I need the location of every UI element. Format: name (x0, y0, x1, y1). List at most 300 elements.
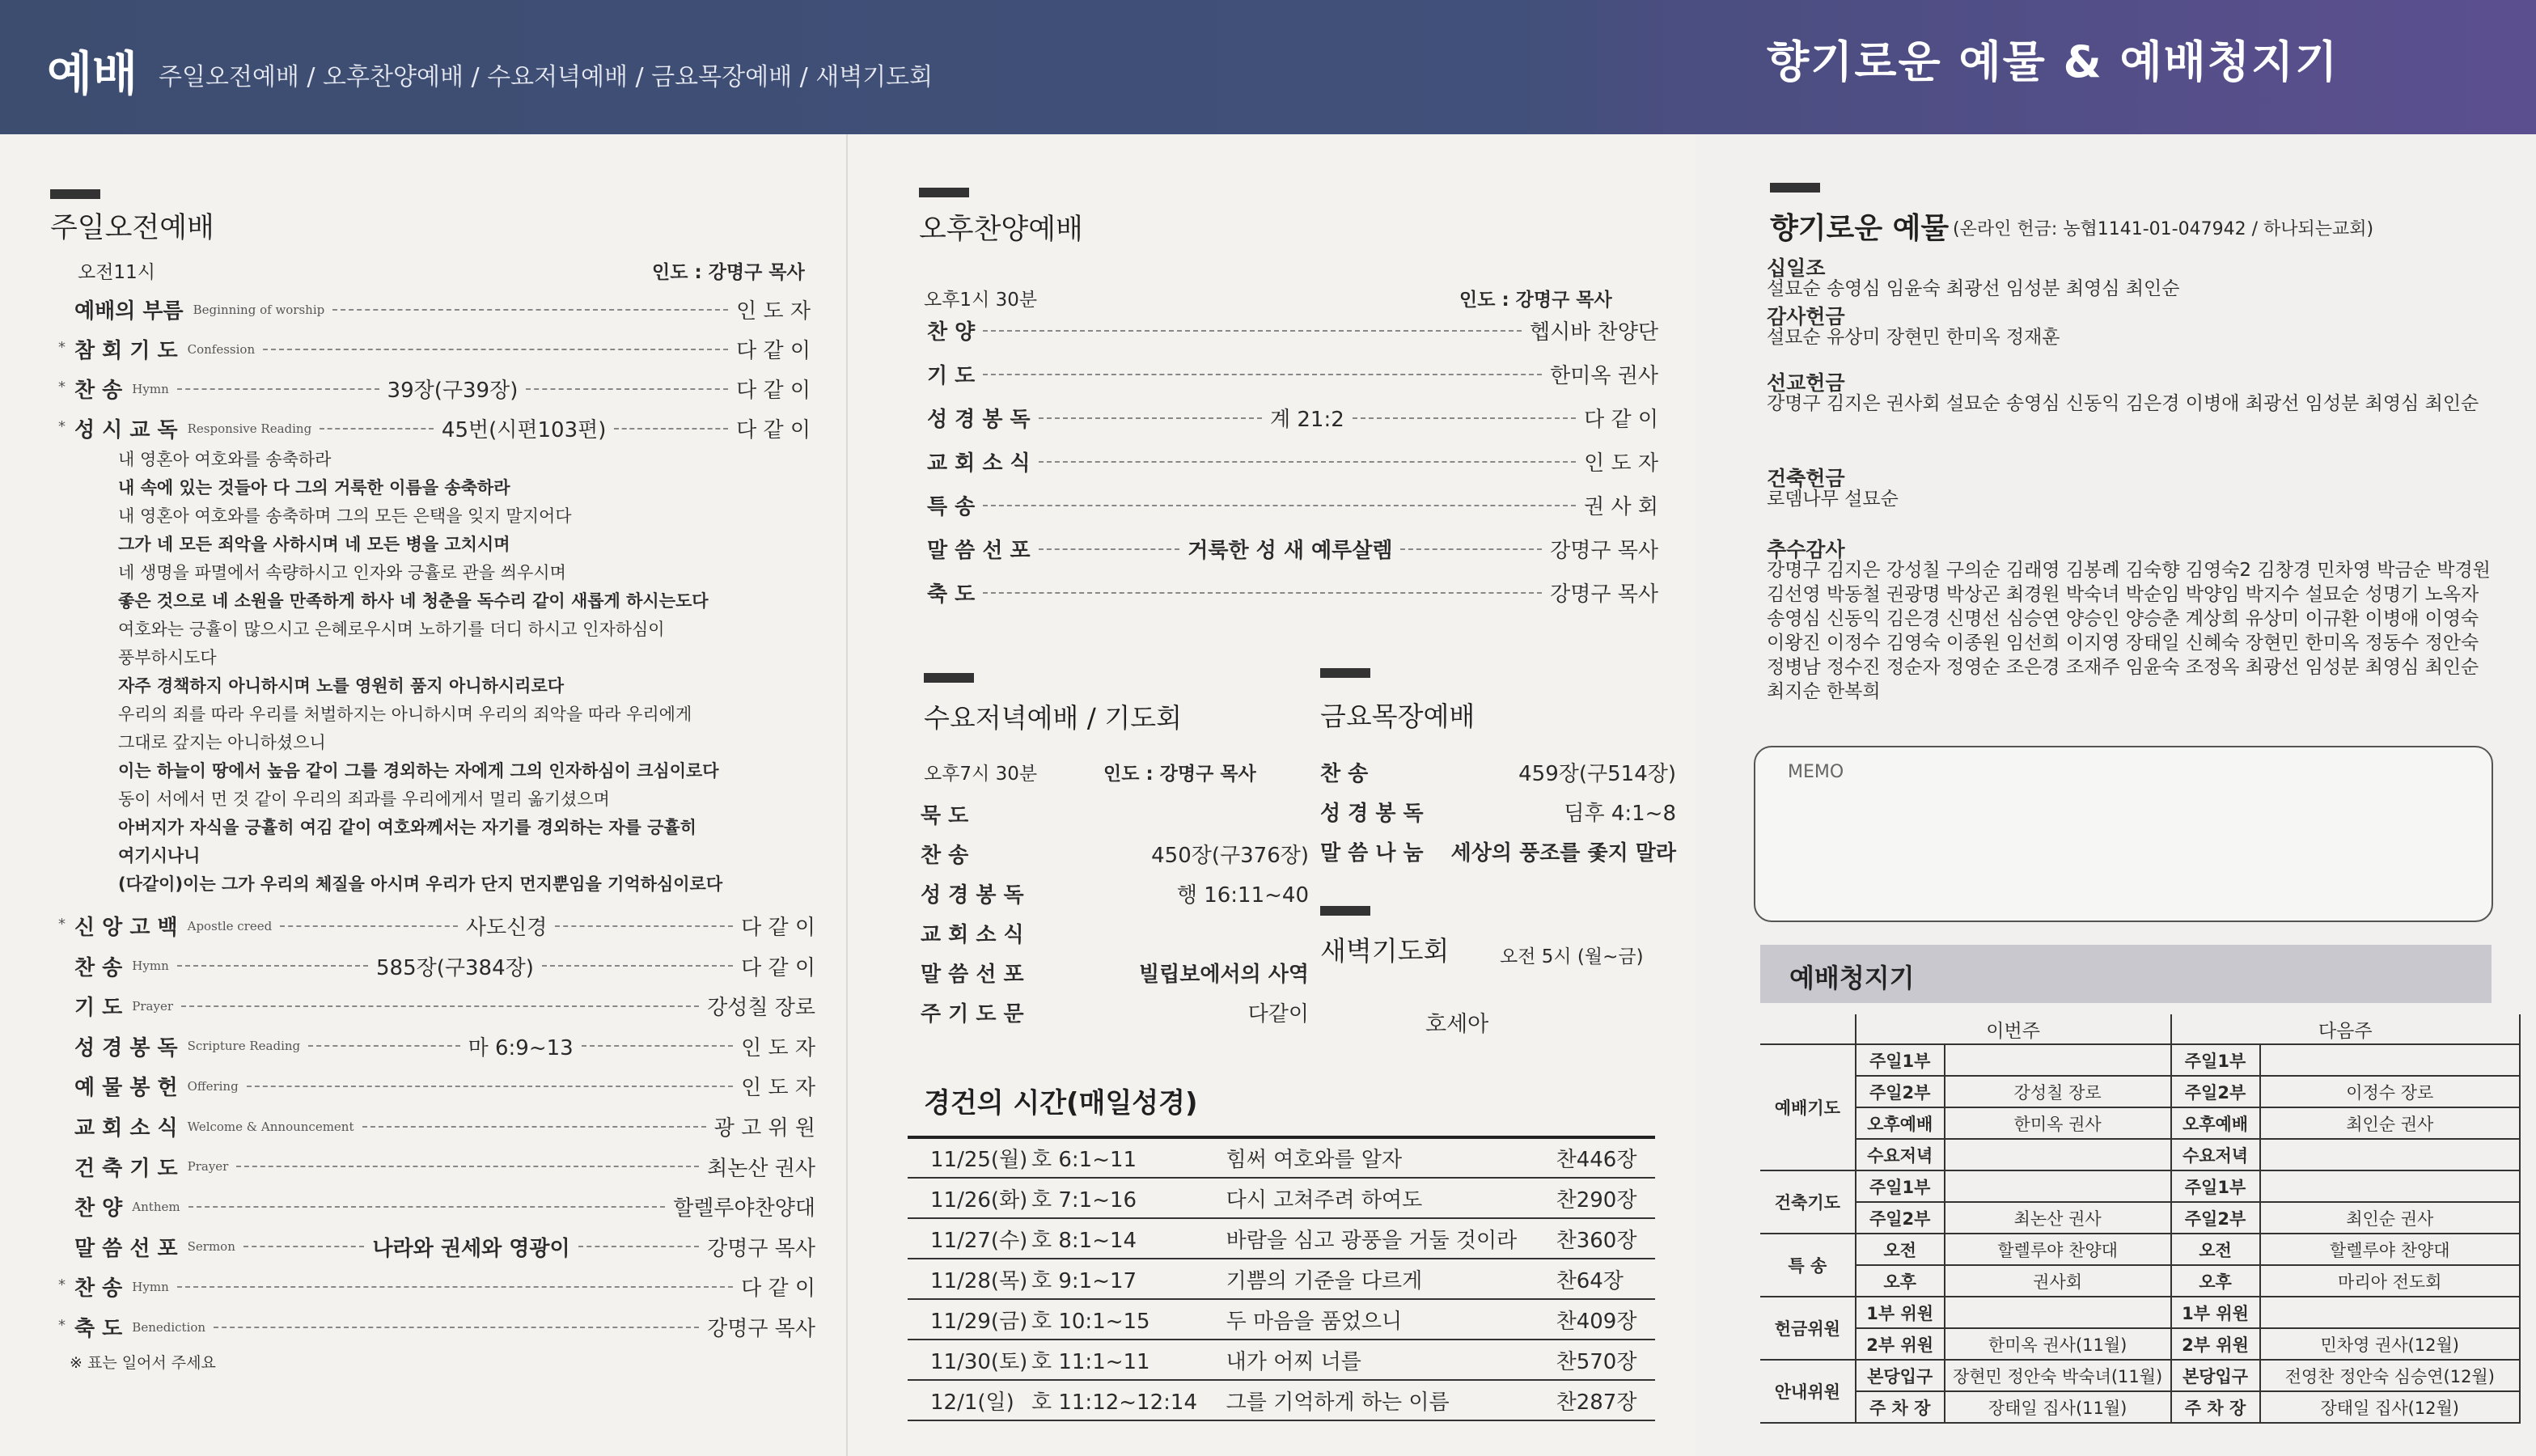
devotion-date: 12/1(일) (908, 1380, 1031, 1420)
attendants-cell (1856, 1234, 2171, 1265)
offering-group-names: 로뎀나무 설묘순 (1767, 489, 1899, 510)
attendants-this-week: 한미옥 권사(11월) (1988, 1335, 2127, 1355)
attendants-sub: 오후예배 (2172, 1108, 2261, 1138)
verse-line: 우리의 죄를 따라 우리를 처벌하지는 아니하시며 우리의 죄악을 따라 우리에게 (118, 705, 692, 724)
devotion-row (908, 1137, 1655, 1178)
dotted-leader (542, 965, 733, 967)
order-detail: 거룩한 성 새 예루살렘 (1188, 539, 1393, 563)
devotion-ref: 호 10:1~15 (1031, 1299, 1226, 1340)
attendants-row (1760, 1202, 2520, 1234)
attendants-header (1760, 945, 2492, 1003)
attendants-next-week: 최인순 권사 (2346, 1208, 2434, 1229)
devotion-hymn: 찬290장 (1556, 1178, 1655, 1218)
devotion-hymn: 찬360장 (1556, 1218, 1655, 1259)
attendants-sub: 2부 위원 (1856, 1329, 1945, 1359)
wednesday-time: 오후7시 30분 (924, 764, 1038, 785)
devotion-date: 11/28(목) (908, 1259, 1031, 1299)
dotted-leader (1039, 417, 1262, 419)
order-item (927, 403, 1658, 433)
order-label: 교 회 소 식 (74, 1116, 178, 1141)
attendants-sub: 주일1부 (1856, 1171, 1945, 1201)
dotted-leader (177, 965, 368, 967)
order-label-en: Confession (187, 341, 256, 357)
attendants-cell (2171, 1297, 2520, 1328)
order-item (927, 447, 1658, 476)
attendants-cell (1856, 1170, 2171, 1202)
order-item (74, 294, 811, 324)
blank-cell (1760, 1014, 1856, 1044)
wednesday-title: 수요저녁예배 / 기도회 (924, 702, 1182, 734)
attendants-group: 헌금위원 (1760, 1297, 1856, 1360)
order-person: 강명구 목사 (1550, 539, 1658, 563)
order-item (74, 911, 815, 941)
order-label: 성 경 봉 독 (921, 883, 1024, 908)
attendants-sub: 주일2부 (1856, 1203, 1945, 1233)
verse-line: 그대로 갚지는 아니하셨으니 (118, 733, 326, 752)
order-person: 헵시바 찬양단 (1530, 320, 1658, 345)
order-label: 찬 송 (1320, 762, 1369, 786)
verse-line: 자주 경책하지 아니하시며 노를 영원히 품지 아니하시리로다 (118, 676, 565, 696)
verse-line: 여기시나니 (118, 846, 201, 866)
devotion-date: 11/25(월) (908, 1137, 1031, 1178)
order-label-en: Offering (187, 1078, 239, 1094)
attendants-cell (2171, 1076, 2520, 1107)
friday-title: 금요목장예배 (1320, 700, 1475, 732)
order-item (927, 315, 1658, 345)
verse-line: 좋은 것으로 네 소원을 만족하게 하사 네 청춘을 독수리 같이 새롭게 하시는도다 (118, 591, 709, 611)
verse-line: 내 영혼아 여호와를 송축하라 (118, 450, 332, 469)
order-label-en: Prayer (132, 998, 174, 1014)
section-bar (50, 189, 100, 199)
dawn-time: 오전 5시 (월~금) (1500, 946, 1644, 967)
order-person: 강명구 목사 (1550, 582, 1658, 607)
order-label: 축 도 (927, 582, 976, 607)
order-person: 다 같 이 (1584, 408, 1659, 432)
attendants-sub: 수요저녁 (1856, 1140, 1945, 1170)
order-item (921, 799, 1309, 829)
attendants-group: 건축기도 (1760, 1170, 1856, 1234)
devotion-row (908, 1218, 1655, 1259)
devotion-hymn: 찬570장 (1556, 1340, 1655, 1380)
attendants-cell (2171, 1202, 2520, 1234)
section-bar (919, 188, 969, 197)
order-person: 빌립보에서의 사역 (1139, 963, 1309, 987)
attendants-cell (2171, 1234, 2520, 1265)
order-item (74, 334, 811, 364)
dotted-leader (983, 330, 1522, 332)
dotted-leader (236, 1166, 699, 1167)
order-label-en: Responsive Reading (187, 421, 312, 436)
order-item (927, 490, 1658, 520)
attendants-sub: 1부 위원 (2172, 1297, 2261, 1327)
order-label: 찬 송 (921, 844, 969, 868)
dotted-leader (983, 592, 1542, 594)
order-label: 성 경 봉 독 (927, 408, 1031, 432)
order-label: 교 회 소 식 (921, 923, 1024, 947)
stand-mark: * (58, 1317, 66, 1334)
attendants-sub: 본당입구 (1856, 1361, 1945, 1390)
dotted-leader (263, 349, 728, 350)
order-person: 459장(구514장) (1518, 762, 1676, 786)
order-item (927, 359, 1658, 389)
section-bar (1320, 668, 1370, 678)
attendants-sub: 오후예배 (1856, 1108, 1945, 1138)
order-person: 강성칠 장로 (707, 996, 815, 1021)
order-person: 강명구 목사 (707, 1317, 815, 1341)
order-label: 성 경 봉 독 (74, 1035, 178, 1060)
stand-mark: * (58, 379, 66, 396)
order-label: 묵 도 (921, 804, 969, 828)
order-label: 축 도 (74, 1317, 123, 1341)
attendants-this-week: 장태일 집사(11월) (1988, 1398, 2127, 1418)
attendants-head-row (1760, 1014, 2520, 1044)
verse-line: 여호와는 긍휼이 많으시고 은혜로우시며 노하기를 더디 하시고 인자하심이 (118, 620, 665, 639)
order-label-en: Scripture Reading (187, 1039, 301, 1054)
dotted-leader (320, 428, 434, 430)
verse-line: 내 속에 있는 것들아 다 그의 거룩한 이름을 송축하라 (118, 478, 510, 497)
header-title: 예배 (47, 46, 138, 101)
attendants-sub: 오후 (1856, 1266, 1945, 1296)
dawn-book: 호세아 (1425, 1012, 1489, 1037)
order-item (921, 918, 1309, 948)
dotted-leader (247, 1086, 733, 1087)
order-label: 교 회 소 식 (927, 451, 1031, 476)
attendants-cell (2171, 1265, 2520, 1297)
header-subtitle: 주일오전예배 / 오후찬양예배 / 수요저녁예배 / 금요목장예배 / 새벽기도회 (159, 63, 934, 91)
attendants-sub: 본당입구 (2172, 1361, 2261, 1390)
verse-line: 아버지가 자식을 긍휼히 여김 같이 여호와께서는 자기를 경외하는 자를 긍휼히 (118, 818, 696, 837)
attendants-cell (2171, 1139, 2520, 1170)
dotted-leader (1039, 548, 1180, 550)
header-right-title: 향기로운 예물 & 예배청지기 (1767, 36, 2339, 87)
attendants-cell (1856, 1202, 2171, 1234)
stand-mark: * (58, 339, 66, 356)
dotted-leader (181, 1005, 699, 1007)
order-detail: 585장(구384장) (375, 955, 534, 980)
attendants-cell (2171, 1107, 2520, 1139)
order-label: 찬 송 (74, 1276, 123, 1302)
attendants-next-week: 마리아 전도회 (2338, 1272, 2442, 1292)
dotted-leader (214, 1327, 699, 1328)
this-week-header: 이번주 (1856, 1014, 2171, 1044)
order-detail: 계 21:2 (1269, 408, 1344, 432)
order-person: 강명구 목사 (707, 1236, 816, 1261)
dotted-leader (582, 1045, 733, 1047)
dotted-leader (177, 388, 379, 390)
attendants-cell (1856, 1328, 2171, 1360)
offering-group-names: 설묘순 송영심 임윤숙 최광선 임성분 최영심 최인순 (1767, 278, 2180, 299)
dotted-leader (555, 925, 733, 927)
order-item (74, 374, 811, 404)
attendants-sub: 오후 (2172, 1266, 2261, 1296)
morning-leader: 인도 : 강명구 목사 (652, 262, 805, 283)
attendants-sub: 주일2부 (2172, 1203, 2261, 1233)
attendants-cell (1856, 1360, 2171, 1391)
order-label-en: Prayer (187, 1159, 229, 1175)
attendants-row (1760, 1328, 2520, 1360)
order-item (74, 1031, 815, 1061)
attendants-next-week: 할렐루야 찬양대 (2329, 1240, 2450, 1260)
order-item (1320, 836, 1676, 866)
afternoon-title: 오후찬양예배 (919, 214, 1083, 246)
attendants-sub: 주일1부 (2172, 1045, 2261, 1075)
attendants-sub: 오전 (2172, 1234, 2261, 1264)
attendants-this-week: 최논산 권사 (2013, 1208, 2102, 1229)
attendants-cell (1856, 1139, 2171, 1170)
attendants-cell (1856, 1297, 2171, 1328)
morning-time: 오전11시 (78, 262, 155, 283)
attendants-sub: 수요저녁 (2172, 1140, 2261, 1170)
panel-morning (0, 134, 846, 1456)
order-label-en: Hymn (132, 959, 169, 974)
offerings-note: (온라인 헌금: 농협1141-01-047942 / 하나되는교회) (1953, 219, 2374, 239)
attendants-sub: 주일1부 (1856, 1045, 1945, 1075)
devotion-hymn: 찬64장 (1556, 1259, 1655, 1299)
attendants-cell (2171, 1391, 2520, 1423)
dotted-leader (983, 374, 1542, 375)
devotion-ref: 호 7:1~16 (1031, 1178, 1226, 1218)
order-label: 참 회 기 도 (74, 339, 178, 363)
attendants-row (1760, 1170, 2520, 1202)
attendants-group: 안내위원 (1760, 1360, 1856, 1423)
afternoon-time: 오후1시 30분 (924, 290, 1038, 311)
attendants-row (1760, 1234, 2520, 1265)
order-person: 인 도 자 (736, 299, 811, 324)
attendants-cell (1856, 1391, 2171, 1423)
order-label-en: Anthem (132, 1199, 180, 1214)
order-detail: 마 6:9~13 (468, 1035, 574, 1060)
order-item (1320, 757, 1676, 787)
offering-group-name: 십일조 (1767, 256, 1826, 280)
order-label: 찬 송 (74, 379, 123, 403)
attendants-row (1760, 1391, 2520, 1423)
attendants-sub: 주일2부 (1856, 1077, 1945, 1107)
order-item (74, 1312, 815, 1342)
devotion-ref: 호 8:1~14 (1031, 1218, 1226, 1259)
dotted-leader (578, 1246, 700, 1247)
devotion-text: 바람을 심고 광풍을 거둘 것이라 (1226, 1218, 1556, 1259)
offering-group-name: 건축헌금 (1767, 467, 1845, 490)
devotion-hymn: 찬409장 (1556, 1299, 1655, 1340)
devotion-date: 11/26(화) (908, 1178, 1031, 1218)
morning-title: 주일오전예배 (50, 212, 214, 244)
order-label: 찬 송 (74, 955, 123, 980)
order-person: 인 도 자 (741, 1076, 815, 1101)
attendants-row (1760, 1044, 2520, 1076)
attendants-next-week: 민차영 권사(12월) (2320, 1335, 2459, 1355)
dotted-leader (243, 1246, 365, 1247)
order-person: 다 같 이 (741, 1276, 815, 1302)
attendants-sub: 주일2부 (2172, 1077, 2261, 1107)
order-item (921, 958, 1309, 988)
devotion-text: 다시 고쳐주려 하여도 (1226, 1178, 1556, 1218)
attendants-this-week: 한미옥 권사 (2013, 1114, 2102, 1134)
devotion-row (908, 1299, 1655, 1340)
order-item (1320, 797, 1676, 827)
order-person: 인 도 자 (741, 1035, 816, 1060)
attendants-row (1760, 1139, 2520, 1170)
attendants-cell (2171, 1170, 2520, 1202)
section-bar (1320, 906, 1370, 916)
order-label-en: Hymn (132, 381, 169, 396)
wednesday-leader: 인도 : 강명구 목사 (1103, 764, 1256, 785)
order-person: 다같이 (1247, 1002, 1309, 1026)
devotion-row (908, 1340, 1655, 1380)
dotted-leader (362, 1126, 706, 1128)
attendants-table (1760, 1014, 2521, 1424)
devotion-ref: 호 11:1~11 (1031, 1340, 1226, 1380)
order-person: 최논산 권사 (707, 1156, 815, 1181)
devotion-text: 힘써 여호와를 알자 (1226, 1137, 1556, 1178)
order-label: 말 씀 선 포 (927, 539, 1031, 563)
order-detail: 45번(시편103편) (441, 418, 607, 442)
order-label: 기 도 (927, 364, 976, 388)
verse-line: 내 영혼아 여호와를 송축하며 그의 모든 은택을 잊지 말지어다 (118, 506, 572, 526)
order-item (921, 997, 1309, 1027)
order-item (74, 1232, 815, 1262)
devotion-title: 경건의 시간(매일성경) (924, 1087, 1198, 1120)
section-bar (924, 673, 974, 683)
order-person: 행 16:11~40 (1176, 883, 1309, 908)
attendants-next-week: 장태일 집사(12월) (2320, 1398, 2459, 1418)
dotted-leader (614, 428, 728, 430)
order-item (921, 839, 1309, 869)
order-person: 450장(구376장) (1151, 844, 1309, 868)
order-person: 다 같 이 (741, 955, 815, 980)
devotion-hymn: 찬287장 (1556, 1380, 1655, 1420)
order-detail: 39장(구39장) (387, 379, 519, 403)
devotion-ref: 호 11:12~12:14 (1031, 1380, 1226, 1420)
attendants-this-week: 강성칠 장로 (2013, 1082, 2102, 1103)
order-person: 인 도 자 (1584, 451, 1658, 476)
dawn-title: 새벽기도회 (1320, 935, 1450, 967)
attendants-this-week: 장현민 정안숙 박숙녀(11월) (1952, 1366, 2163, 1386)
order-item (74, 951, 815, 981)
order-item (74, 1111, 815, 1141)
order-label: 말 씀 선 포 (921, 963, 1024, 987)
dotted-leader (280, 925, 458, 927)
attendants-row (1760, 1297, 2520, 1328)
attendants-title: 예배청지기 (1789, 963, 1915, 993)
dotted-leader (1400, 548, 1542, 550)
devotion-row (908, 1380, 1655, 1420)
offering-group-names: 강명구 김지은 강성칠 구의순 김래영 김봉례 김숙향 김영숙2 김창경 민차영 박금순 박경원 김선영 박동철 권광명 박상곤 최경원 박숙녀 박순임 박양임 박지수 설묘순 성명기 노옥자 송영심 신동익 김은경 신명선 심승연 양승인 양승춘 계상희 유상미 이규환 이병애 이영숙 이왕진 이정수 김영숙 이종원 임선희 이지영 장태일 신혜숙 장현민 한미옥 정동수 정안숙 정병남 정수진 정순자 정영순 조은경 조재주 임윤숙 조정옥 최광선 임성분 최영심 최인순 최지순 한복희 (1767, 560, 2491, 702)
attendants-this-week: 권사회 (2033, 1272, 2083, 1292)
order-label-en: Hymn (132, 1279, 169, 1294)
attendants-cell (1856, 1044, 2171, 1076)
dotted-leader (1039, 461, 1576, 463)
stand-mark: * (58, 418, 66, 435)
order-label: 말 씀 나 눔 (1320, 841, 1424, 866)
devotion-date: 11/27(수) (908, 1218, 1031, 1259)
next-week-header: 다음주 (2171, 1014, 2520, 1044)
attendants-row (1760, 1265, 2520, 1297)
verse-line: 그가 네 모든 죄악을 사하시며 네 모든 병을 고치시며 (118, 535, 510, 554)
verse-line: (다같이)이는 그가 우리의 체질을 아시며 우리가 단지 먼지뿐임을 기억하심이로다 (118, 874, 723, 894)
order-item (74, 991, 815, 1021)
attendants-cell (2171, 1044, 2520, 1076)
header-bar (0, 0, 2536, 134)
order-label: 성 경 봉 독 (1320, 802, 1424, 826)
section-bar (1770, 183, 1820, 193)
dotted-leader (983, 505, 1576, 506)
stand-mark: * (58, 1276, 66, 1294)
order-label-en: Benediction (132, 1319, 206, 1335)
order-person: 권 사 회 (1584, 495, 1658, 519)
attendants-group: 예배기도 (1760, 1044, 1856, 1170)
verse-line: 이는 하늘이 땅에서 높음 같이 그를 경외하는 자에게 그의 인자하심이 크심이로다 (118, 761, 719, 781)
devotion-text: 기쁨의 기준을 다르게 (1226, 1259, 1556, 1299)
order-item (927, 534, 1658, 564)
attendants-group: 특 송 (1760, 1234, 1856, 1297)
order-label: 주 기 도 문 (921, 1002, 1024, 1026)
offerings-title: 향기로운 예물 (1770, 212, 1950, 245)
order-item (74, 1152, 815, 1182)
order-item (921, 878, 1309, 908)
devotion-row (908, 1259, 1655, 1299)
order-label-en: Welcome & Announcement (187, 1119, 354, 1134)
attendants-row (1760, 1076, 2520, 1107)
attendants-cell (1856, 1265, 2171, 1297)
order-label-en: Apostle creed (187, 918, 273, 933)
order-item (74, 1191, 815, 1221)
devotion-ref: 호 6:1~11 (1031, 1137, 1226, 1178)
memo-box[interactable] (1754, 746, 2493, 922)
dotted-leader (308, 1045, 459, 1047)
dotted-leader (332, 309, 728, 311)
order-label: 건 축 기 도 (74, 1156, 178, 1181)
order-person: 세상의 풍조를 좇지 말라 (1450, 841, 1676, 866)
attendants-next-week: 이정수 장로 (2346, 1082, 2434, 1103)
order-label: 예배의 부름 (74, 299, 184, 324)
order-label: 예 물 봉 헌 (74, 1076, 178, 1101)
verse-line: 네 생명을 파멸에서 속량하시고 인자와 긍휼로 관을 씌우시며 (118, 563, 566, 582)
attendants-cell (1856, 1076, 2171, 1107)
devotion-text: 그를 기억하게 하는 이름 (1226, 1380, 1556, 1420)
dotted-leader (526, 388, 728, 390)
attendants-next-week: 전영찬 정안숙 심승연(12월) (2284, 1366, 2495, 1386)
attendants-row (1760, 1360, 2520, 1391)
order-label: 찬 양 (74, 1196, 123, 1221)
order-label: 기 도 (74, 996, 123, 1021)
attendants-sub: 1부 위원 (1856, 1297, 1945, 1327)
verse-line: 동이 서에서 먼 것 같이 우리의 죄과를 우리에게서 멀리 옮기셨으며 (118, 789, 610, 809)
devotion-hymn: 찬446장 (1556, 1137, 1655, 1178)
devotion-ref: 호 9:1~17 (1031, 1259, 1226, 1299)
order-label: 신 앙 고 백 (74, 916, 178, 940)
devotion-date: 11/30(토) (908, 1340, 1031, 1380)
devotion-text: 내가 어찌 너를 (1226, 1340, 1556, 1380)
order-detail: 나라와 권세와 영광이 (372, 1236, 570, 1261)
offering-group-name: 선교헌금 (1767, 371, 1845, 395)
order-label-en: Beginning of worship (193, 302, 325, 317)
offering-group-names: 강명구 김지은 권사회 설묘순 송영심 신동익 김은경 이병애 최광선 임성분 최영심 최인순 (1767, 393, 2479, 414)
order-detail: 사도신경 (465, 916, 548, 940)
order-person: 다 같 이 (736, 379, 811, 403)
verse-line: 풍부하시도다 (118, 648, 217, 667)
order-person: 딤후 4:1~8 (1564, 802, 1676, 826)
offering-group-name: 감사헌금 (1767, 305, 1845, 328)
devotion-table (908, 1136, 1655, 1421)
order-label-en: Sermon (187, 1239, 235, 1255)
stand-mark: * (58, 916, 66, 933)
afternoon-leader: 인도 : 강명구 목사 (1459, 290, 1612, 311)
attendants-sub: 주일1부 (2172, 1171, 2261, 1201)
order-person: 다 같 이 (741, 916, 816, 940)
order-item (74, 1071, 815, 1101)
attendants-sub: 주 차 장 (1856, 1392, 1945, 1422)
attendants-sub: 오전 (1856, 1234, 1945, 1264)
